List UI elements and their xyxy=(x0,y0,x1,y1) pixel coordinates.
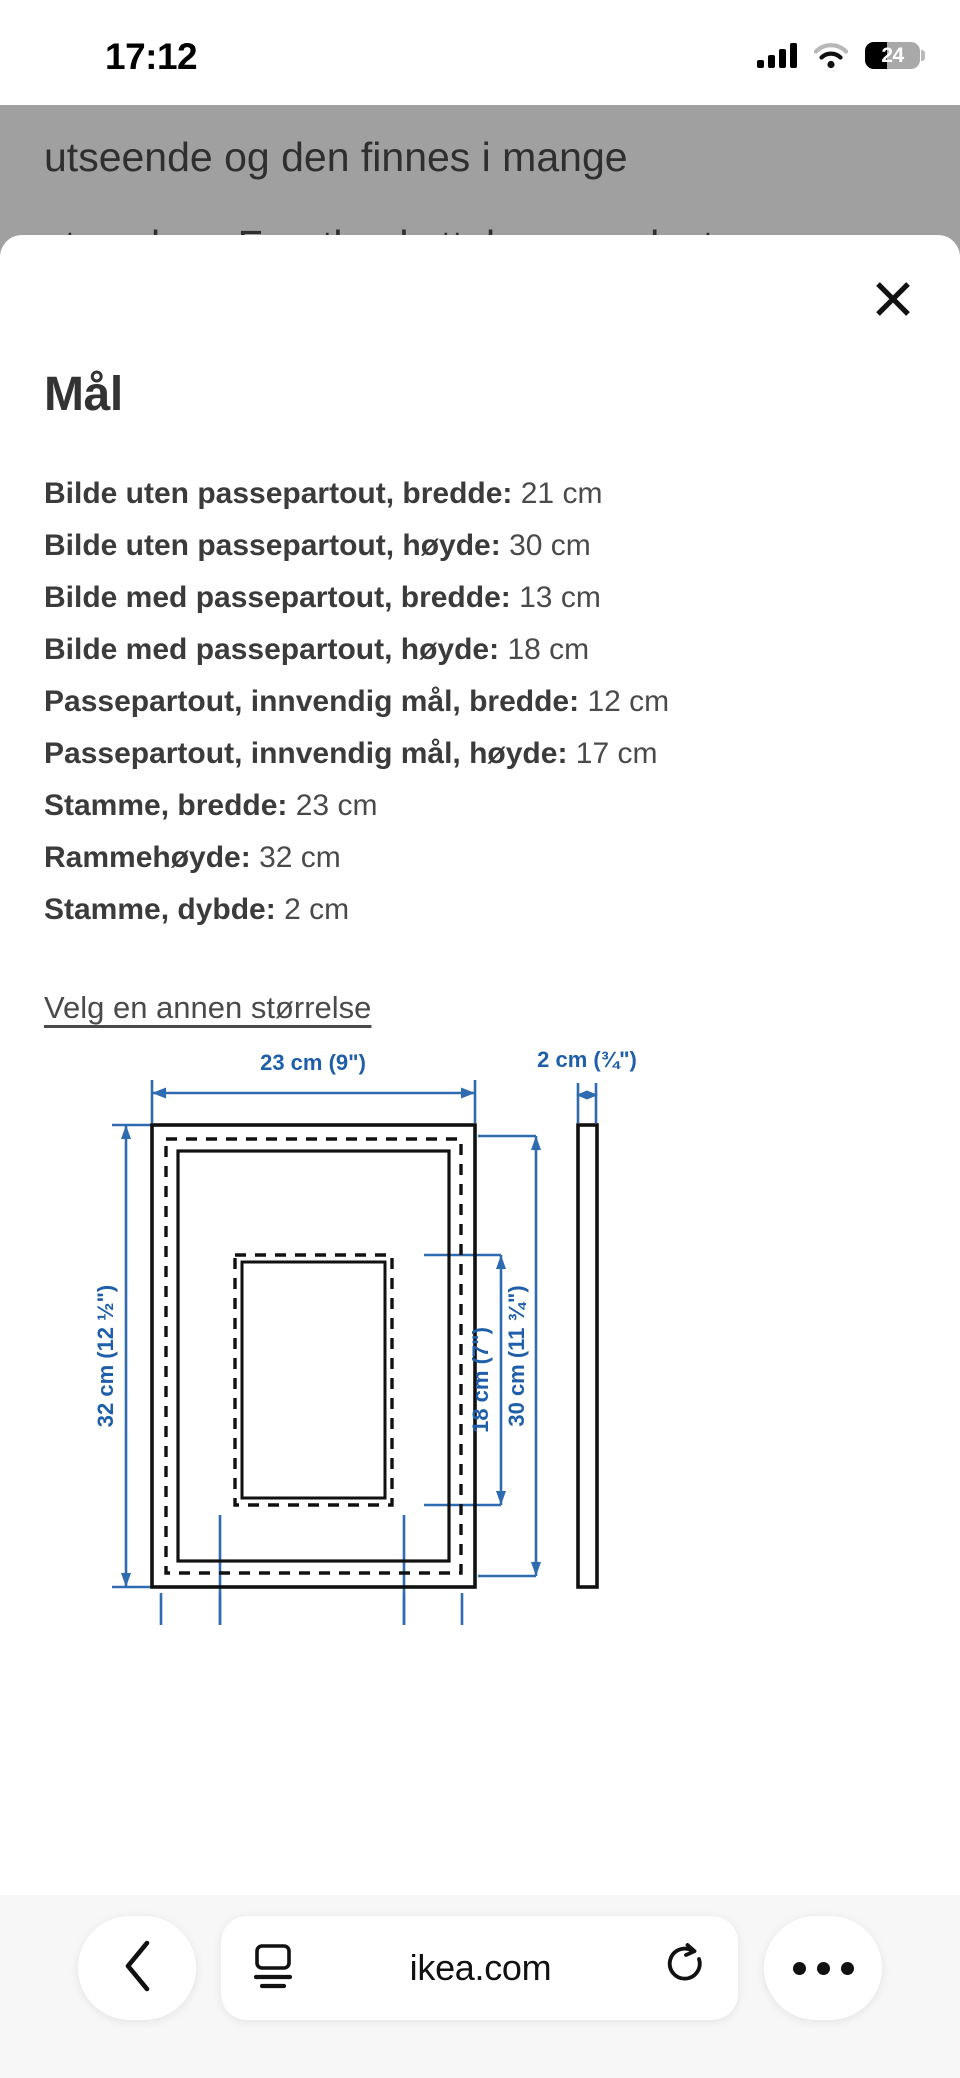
spec-value: 18 cm xyxy=(507,633,590,666)
spec-label: Bilde med passepartout, høyde: xyxy=(44,633,500,666)
dim-label-depth-top: 2 cm (¾") xyxy=(537,1047,637,1072)
wifi-icon xyxy=(814,43,848,68)
spec-label: Bilde med passepartout, bredde: xyxy=(44,581,511,614)
spec-label: Rammehøyde: xyxy=(44,841,251,874)
more-options-icon xyxy=(793,1962,854,1975)
spec-row xyxy=(44,624,924,676)
spec-value: 23 cm xyxy=(295,789,378,822)
spec-row xyxy=(44,520,924,572)
spec-value: 17 cm xyxy=(575,737,658,770)
status-bar-clock: 17:12 xyxy=(105,36,198,77)
dim-label-height-right: 30 cm (11 ¾") xyxy=(504,1285,529,1427)
spec-label: Stamme, dybde: xyxy=(44,893,276,926)
spec-value: 21 cm xyxy=(520,477,603,510)
spec-value: 32 cm xyxy=(259,841,341,874)
browser-toolbar xyxy=(0,1895,960,2078)
cellular-signal-icon xyxy=(757,43,797,68)
spec-row xyxy=(44,468,924,520)
dim-label-height-inner: 18 cm (7") xyxy=(468,1327,493,1433)
spec-label: Bilde uten passepartout, høyde: xyxy=(44,529,501,562)
spec-row xyxy=(44,676,924,728)
page-title: Mål xyxy=(44,368,123,421)
spec-value: 12 cm xyxy=(587,685,670,718)
dim-label-height-left: 32 cm (12 ½") xyxy=(93,1284,118,1428)
more-options-button[interactable] xyxy=(764,1916,882,2020)
spec-row xyxy=(44,728,924,780)
spec-label: Passepartout, innvendig mål, bredde: xyxy=(44,685,580,718)
reload-icon[interactable] xyxy=(666,1943,708,1994)
address-bar[interactable] xyxy=(221,1916,738,2020)
spec-label: Bilde uten passepartout, bredde: xyxy=(44,477,513,510)
spec-value: 30 cm xyxy=(509,529,591,562)
battery-terminal xyxy=(921,50,925,61)
back-button[interactable] xyxy=(78,1916,196,2020)
spec-label: Passepartout, innvendig mål, høyde: xyxy=(44,737,568,770)
behind-text-line-1: utseende og den finnes i mange xyxy=(44,134,628,180)
battery-icon xyxy=(865,42,920,69)
url-text: ikea.com xyxy=(409,1947,552,1988)
spec-value: 13 cm xyxy=(519,581,601,614)
dim-label-width-top: 23 cm (9") xyxy=(260,1050,366,1075)
choose-another-size-link[interactable]: Velg en annen størrelse xyxy=(44,990,372,1025)
spec-label: Stamme, bredde: xyxy=(44,789,288,822)
back-chevron-icon xyxy=(120,1938,154,1999)
status-bar xyxy=(0,0,960,105)
close-icon[interactable] xyxy=(862,268,924,330)
frame-dimension-diagram xyxy=(0,825,960,1625)
status-bar-indicators xyxy=(757,42,920,69)
dimensions-modal-sheet xyxy=(0,235,960,1895)
spec-value: 2 cm xyxy=(284,893,350,926)
battery-percentage: 24 xyxy=(881,43,904,67)
spec-row xyxy=(44,572,924,624)
page-settings-icon[interactable] xyxy=(251,1942,295,1995)
